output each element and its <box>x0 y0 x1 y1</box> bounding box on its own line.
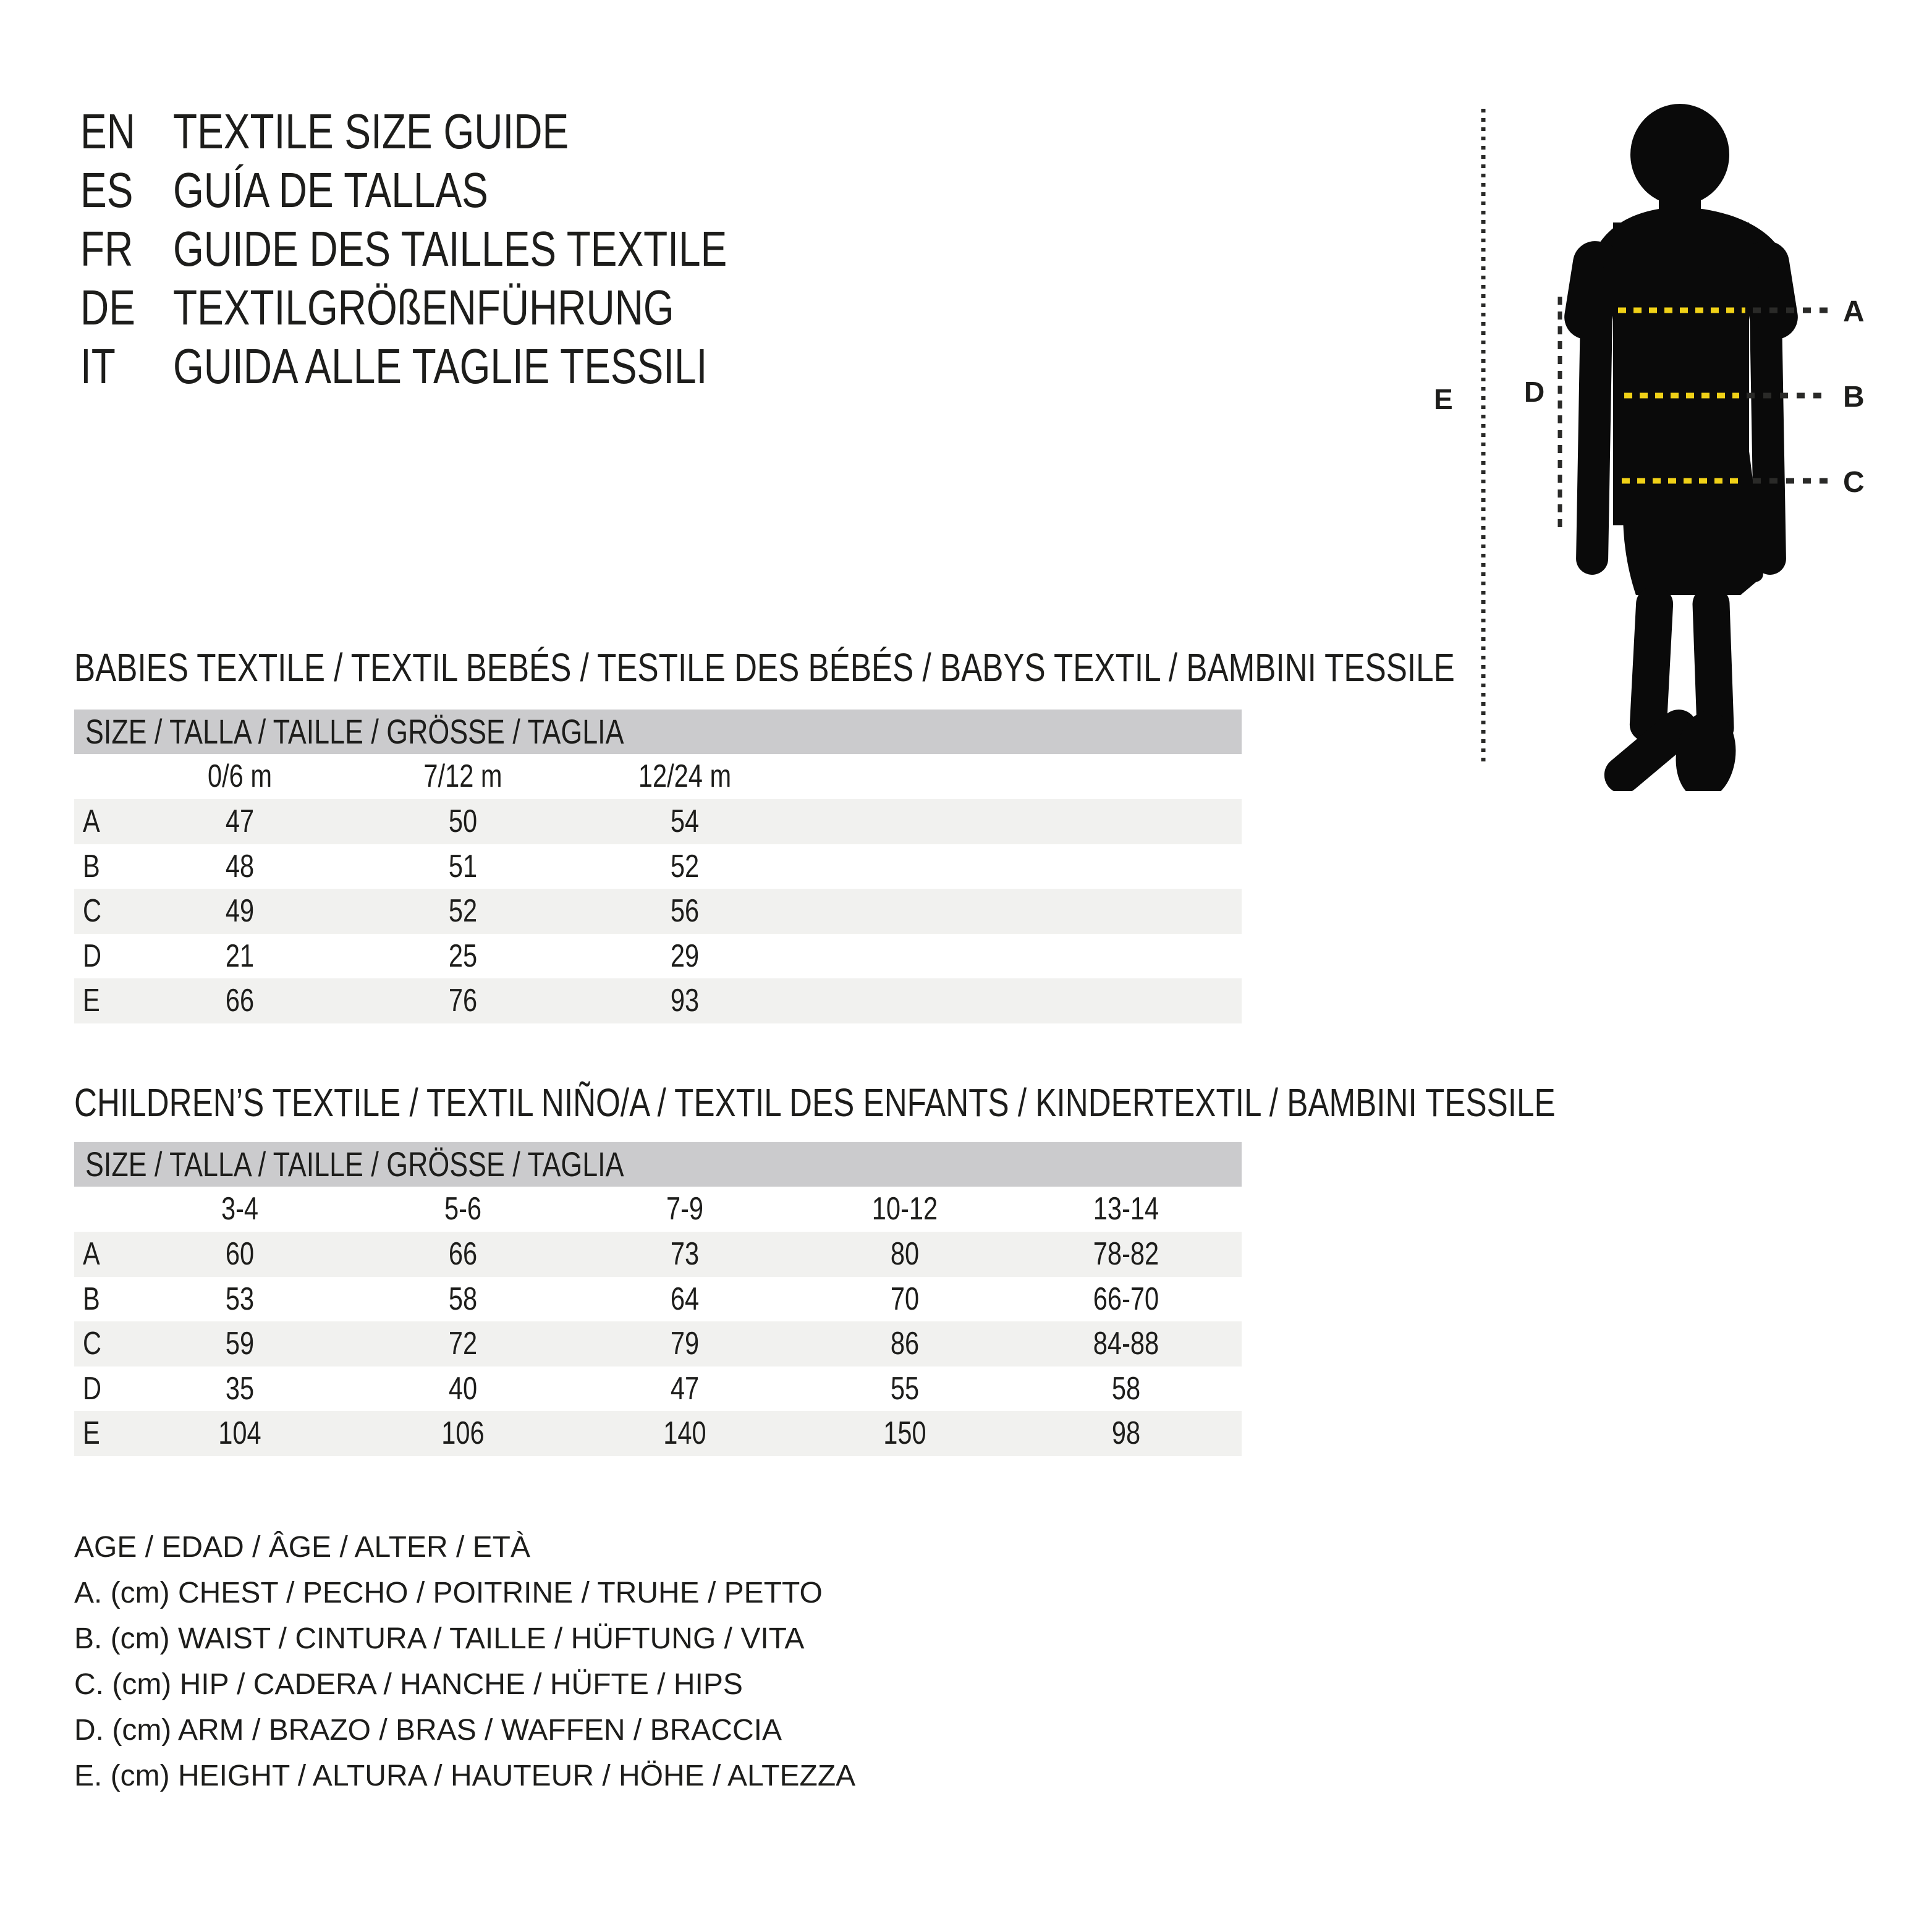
table-row <box>74 978 1242 1023</box>
language-code: ES <box>80 163 133 218</box>
column-header: 7-9 <box>666 1191 704 1227</box>
size-value: 58 <box>448 1281 478 1317</box>
table-row <box>74 1321 1242 1366</box>
row-label: A <box>83 1236 100 1272</box>
size-value: 58 <box>1111 1371 1141 1407</box>
table-row <box>74 889 1242 934</box>
children-table-title: CHILDREN’S TEXTILE / TEXTIL NIÑO/A / TEXTIL DES ENFANTS / KINDERTEXTIL / BAMBINI TESSILE <box>74 1080 1556 1125</box>
row-label: E <box>83 1415 100 1451</box>
table-row <box>74 1411 1242 1456</box>
table-row <box>74 934 1242 979</box>
size-value: 66 <box>225 983 255 1019</box>
column-header: 10-12 <box>871 1191 938 1227</box>
language-code: FR <box>80 221 133 276</box>
children-column-header-row <box>74 1187 1242 1232</box>
measure-label-d: D <box>1524 376 1545 408</box>
size-value: 70 <box>890 1281 920 1317</box>
table-row <box>74 1277 1242 1322</box>
size-header-label: SIZE / TALLA / TAILLE / GRÖSSE / TAGLIA <box>85 712 624 751</box>
size-value: 66 <box>448 1236 478 1272</box>
size-value: 47 <box>670 1371 700 1407</box>
size-value: 73 <box>670 1236 700 1272</box>
size-value: 52 <box>670 849 700 884</box>
size-value: 47 <box>225 803 255 839</box>
size-value: 56 <box>670 893 700 929</box>
legend-line-arm: D. (cm) ARM / BRAZO / BRAS / WAFFEN / BRACCIA <box>74 1714 782 1747</box>
size-value: 93 <box>670 983 700 1019</box>
language-label: TEXTILGRÖßENFÜHRUNG <box>173 280 674 335</box>
table-row <box>74 1366 1242 1412</box>
measure-label-c: C <box>1843 466 1865 499</box>
column-header: 7/12 m <box>423 758 502 794</box>
size-value: 48 <box>225 849 255 884</box>
language-code: DE <box>80 280 135 335</box>
size-value: 60 <box>225 1236 255 1272</box>
row-label: D <box>83 1371 102 1407</box>
size-value: 84-88 <box>1093 1326 1159 1362</box>
size-value: 106 <box>441 1415 485 1451</box>
measure-label-e: E <box>1434 383 1453 415</box>
size-value: 40 <box>448 1371 478 1407</box>
babies-table-title: BABIES TEXTILE / TEXTIL BEBÉS / TESTILE DES BÉBÉS / BABYS TEXTIL / BAMBINI TESSILE <box>74 645 1455 690</box>
size-value: 21 <box>225 938 255 974</box>
column-header: 3-4 <box>221 1191 259 1227</box>
size-value: 104 <box>218 1415 261 1451</box>
column-header: 5-6 <box>444 1191 482 1227</box>
size-value: 25 <box>448 938 478 974</box>
row-label: C <box>83 1326 102 1362</box>
legend-line-age: AGE / EDAD / ÂGE / ALTER / ETÀ <box>74 1531 530 1564</box>
column-header: 12/24 m <box>638 758 732 794</box>
size-value: 140 <box>663 1415 706 1451</box>
size-value: 78-82 <box>1093 1236 1159 1272</box>
child-silhouette-icon <box>1561 104 1801 791</box>
babies-column-header-row <box>74 754 1242 799</box>
row-label: C <box>83 893 102 929</box>
size-value: 55 <box>890 1371 920 1407</box>
measure-label-a: A <box>1843 295 1865 328</box>
size-value: 35 <box>225 1371 255 1407</box>
size-value: 79 <box>670 1326 700 1362</box>
table-row <box>74 799 1242 844</box>
size-value: 66-70 <box>1093 1281 1159 1317</box>
children-size-header-bar <box>74 1142 1242 1187</box>
size-value: 53 <box>225 1281 255 1317</box>
row-label: D <box>83 938 102 974</box>
language-label: GUIDA ALLE TAGLIE TESSILI <box>173 339 708 394</box>
size-value: 29 <box>670 938 700 974</box>
size-value: 50 <box>448 803 478 839</box>
table-row <box>74 844 1242 889</box>
size-value: 98 <box>1111 1415 1141 1451</box>
language-label: TEXTILE SIZE GUIDE <box>173 104 569 159</box>
column-header: 0/6 m <box>207 758 273 794</box>
legend-line-hip: C. (cm) HIP / CADERA / HANCHE / HÜFTE / HIPS <box>74 1668 743 1701</box>
row-label: B <box>83 1281 100 1317</box>
row-label: B <box>83 849 100 884</box>
size-value: 80 <box>890 1236 920 1272</box>
size-header-label: SIZE / TALLA / TAILLE / GRÖSSE / TAGLIA <box>85 1145 624 1184</box>
size-value: 59 <box>225 1326 255 1362</box>
legend-line-chest: A. (cm) CHEST / PECHO / POITRINE / TRUHE / PETTO <box>74 1577 823 1609</box>
row-label: E <box>83 983 100 1019</box>
measure-label-b: B <box>1843 381 1865 413</box>
size-value: 86 <box>890 1326 920 1362</box>
legend-line-waist: B. (cm) WAIST / CINTURA / TAILLE / HÜFTUNG / VITA <box>74 1622 805 1655</box>
row-label: A <box>83 803 100 839</box>
size-value: 150 <box>883 1415 926 1451</box>
column-header: 13-14 <box>1093 1191 1159 1227</box>
size-value: 72 <box>448 1326 478 1362</box>
babies-size-header-bar <box>74 710 1242 754</box>
size-value: 54 <box>670 803 700 839</box>
size-value: 52 <box>448 893 478 929</box>
size-value: 49 <box>225 893 255 929</box>
table-row <box>74 1232 1242 1277</box>
legend-line-height: E. (cm) HEIGHT / ALTURA / HAUTEUR / HÖHE / ALTEZZA <box>74 1760 856 1792</box>
language-label: GUIDE DES TAILLES TEXTILE <box>173 221 727 276</box>
size-value: 76 <box>448 983 478 1019</box>
language-code: EN <box>80 104 135 159</box>
size-value: 64 <box>670 1281 700 1317</box>
language-code: IT <box>80 339 116 394</box>
language-label: GUÍA DE TALLAS <box>173 163 488 218</box>
size-value: 51 <box>448 849 478 884</box>
